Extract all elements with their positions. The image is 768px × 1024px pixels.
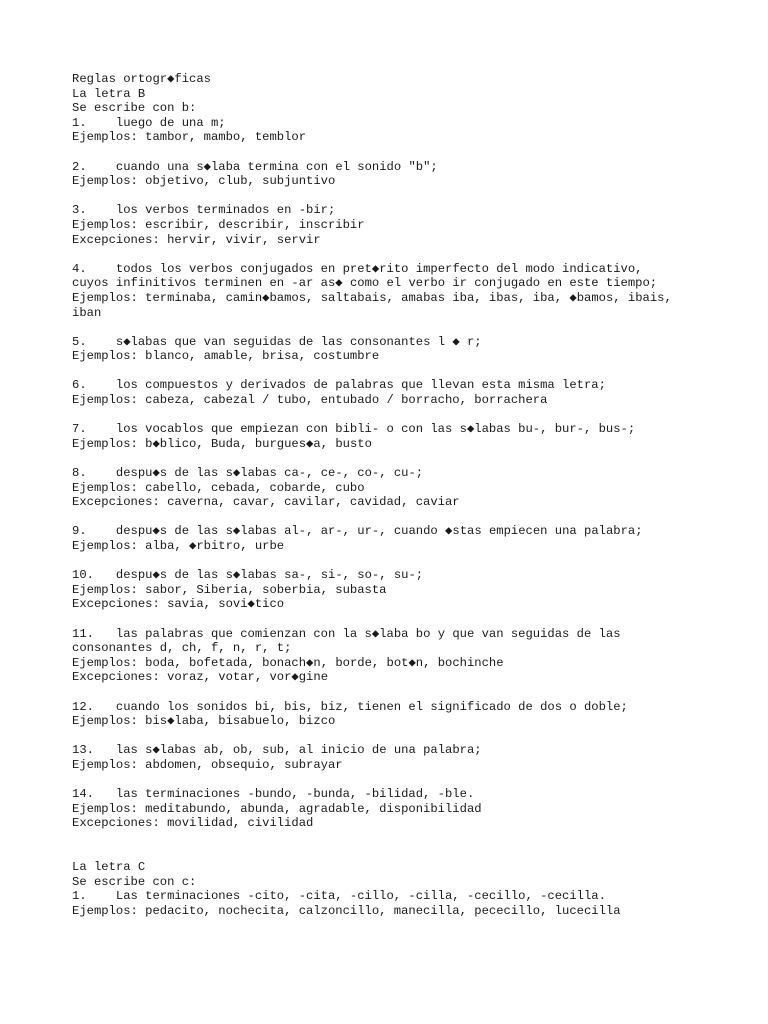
rule-detail-line: Excepciones: caverna, cavar, cavilar, cavidad, caviar [72, 495, 460, 510]
rule-block [72, 335, 702, 364]
rule-text: 1. Las terminaciones -cito, -cita, -cillo, -cilla, -cecillo, -cecilla. [72, 889, 606, 904]
rule-detail-line: iban [72, 305, 102, 320]
section-heading-c: La letra C [72, 860, 146, 875]
rule-text: 12. cuando los sonidos bi, bis, biz, tienen el significado de dos o doble; [72, 699, 628, 714]
rule-detail-line: Excepciones: voraz, votar, vor◆gine [72, 670, 329, 685]
rule-block [72, 889, 702, 918]
rule-spacer [72, 145, 702, 160]
rule-block [72, 700, 702, 729]
section-heading-b: La letra B [72, 86, 146, 101]
rule-spacer [72, 320, 702, 335]
rule-text: 14. las terminaciones -bundo, -bunda, -bilidad, -ble. [72, 787, 475, 802]
rule-spacer [72, 685, 702, 700]
rule-text: 3. los verbos terminados en -bir; [72, 203, 336, 218]
rule-detail-line: Ejemplos: terminaba, camin◆bamos, saltabais, amabas iba, ibas, iba, ◆bamos, ibais, [72, 290, 672, 305]
rule-detail-line: cuyos infinitivos terminen en -ar as◆ como el verbo ir conjugado en este tiempo; [72, 276, 658, 291]
rule-block [72, 262, 702, 320]
rule-detail-line: Excepciones: movilidad, civilidad [72, 816, 314, 831]
rule-detail-line: Ejemplos: boda, bofetada, bonach◆n, borde, bot◆n, bochinche [72, 655, 504, 670]
rule-detail-line: Ejemplos: objetivo, club, subjuntivo [72, 174, 336, 189]
rule-detail-line: Ejemplos: blanco, amable, brisa, costumbre [72, 349, 380, 364]
rule-detail-line: Ejemplos: pedacito, nochecita, calzoncillo, manecilla, pececillo, lucecilla [72, 903, 621, 918]
rule-block [72, 466, 702, 510]
rule-spacer [72, 408, 702, 423]
rule-detail-line: Excepciones: hervir, vivir, servir [72, 232, 321, 247]
rule-text: 9. despu◆s de las s◆labas al-, ar-, ur-, cuando ◆stas empiecen una palabra; [72, 524, 643, 539]
rule-spacer [72, 612, 702, 627]
rule-block [72, 160, 702, 189]
rule-detail-line: Excepciones: savia, sovi◆tico [72, 597, 285, 612]
section-intro-c: Se escribe con c: [72, 874, 197, 889]
rule-spacer [72, 554, 702, 569]
section-spacer [72, 831, 702, 860]
rule-detail-line: Ejemplos: escribir, describir, inscribir [72, 217, 365, 232]
rule-text: 6. los compuestos y derivados de palabras que llevan esta misma letra; [72, 378, 606, 393]
rule-detail-line: Ejemplos: alba, ◆rbitro, urbe [72, 539, 285, 553]
rule-text: 11. las palabras que comienzan con la s◆laba bo y que van seguidas de las [72, 626, 621, 641]
rules-list-b [72, 116, 702, 831]
rule-text: 5. s◆labas que van seguidas de las consonantes l ◆ r; [72, 334, 482, 349]
rules-list-c [72, 889, 702, 918]
rule-detail-line: Ejemplos: tambor, mambo, temblor [72, 130, 307, 145]
rule-text: 2. cuando una s◆laba termina con el sonido "b"; [72, 159, 438, 174]
rule-spacer [72, 773, 702, 788]
rule-detail-line: Ejemplos: cabeza, cabezal / tubo, entubado / borracho, borrachera [72, 393, 548, 408]
rule-spacer [72, 510, 702, 525]
rule-detail-line: Ejemplos: bis◆laba, bisabuelo, bizco [72, 714, 336, 729]
document-page [72, 72, 702, 918]
rule-spacer [72, 729, 702, 744]
rule-block [72, 627, 702, 685]
document-title: Reglas ortogr◆ficas [72, 72, 211, 86]
rule-spacer [72, 364, 702, 379]
section-intro-b: Se escribe con b: [72, 101, 197, 116]
rule-text: 4. todos los verbos conjugados en pret◆rito imperfecto del modo indicativo, [72, 261, 643, 276]
rule-block [72, 524, 702, 553]
rule-block [72, 203, 702, 247]
rule-spacer [72, 247, 702, 262]
rule-detail-line: consonantes d, ch, f, n, r, t; [72, 641, 292, 656]
rule-block [72, 116, 702, 145]
rule-text: 8. despu◆s de las s◆labas ca-, ce-, co-, cu-; [72, 466, 424, 481]
rule-detail-line: Ejemplos: cabello, cebada, cobarde, cubo [72, 480, 365, 495]
rule-detail-line: Ejemplos: sabor, Siberia, soberbia, subasta [72, 582, 387, 597]
rule-block [72, 378, 702, 407]
rule-text: 10. despu◆s de las s◆labas sa-, si-, so-, su-; [72, 568, 424, 583]
rule-detail-line: Ejemplos: abdomen, obsequio, subrayar [72, 757, 343, 772]
rule-text: 13. las s◆labas ab, ob, sub, al inicio de una palabra; [72, 743, 482, 758]
rule-detail-line: Ejemplos: meditabundo, abunda, agradable, disponibilidad [72, 801, 482, 816]
rule-spacer [72, 189, 702, 204]
rule-block [72, 422, 702, 451]
rule-block [72, 743, 702, 772]
rule-text: 1. luego de una m; [72, 115, 226, 130]
rule-text: 7. los vocablos que empiezan con bibli- o con las s◆labas bu-, bur-, bus-; [72, 422, 636, 437]
rule-detail-line: Ejemplos: b◆blico, Buda, burgues◆a, busto [72, 436, 372, 451]
rule-block [72, 787, 702, 831]
rule-spacer [72, 451, 702, 466]
rule-block [72, 568, 702, 612]
